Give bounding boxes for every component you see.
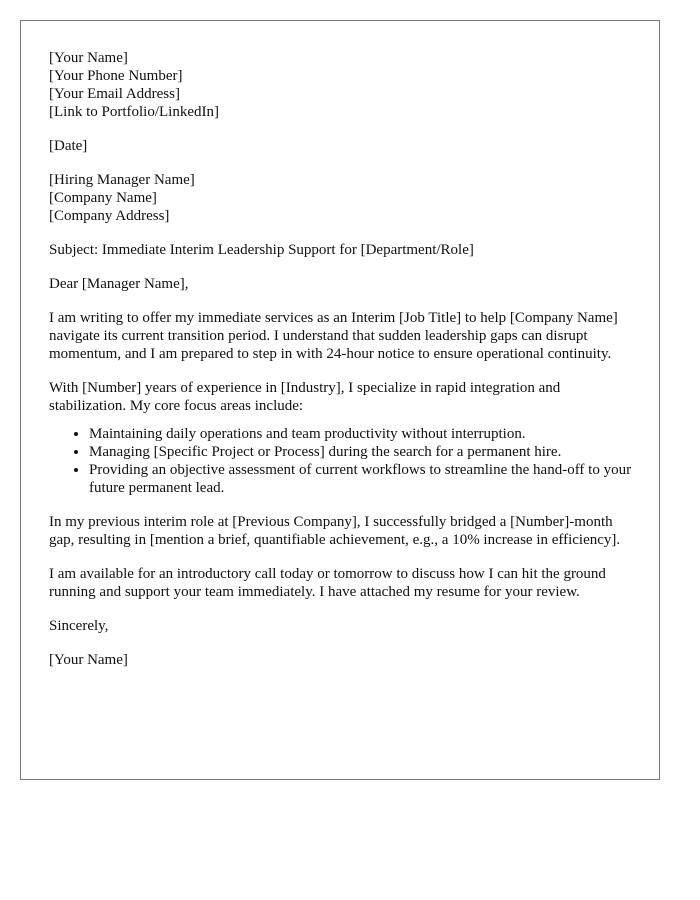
sender-email: [Your Email Address]	[49, 86, 180, 102]
paragraph-experience: With [Number] years of experience in [Industry], I specialize in rapid integration and stabilization. My core focus areas include:	[49, 380, 561, 414]
focus-areas-list	[49, 425, 637, 497]
letter-page	[20, 20, 660, 780]
sender-portfolio: [Link to Portfolio/LinkedIn]	[49, 104, 219, 120]
signature: [Your Name]	[49, 652, 128, 668]
paragraph-previous-role: In my previous interim role at [Previous Company], I successfully bridged a [Number]-month gap, resulting in [mention a brief, quantifiable achievement, e.g., a 10% increase in efficiency].	[49, 514, 621, 548]
sender-phone: [Your Phone Number]	[49, 68, 183, 84]
letter-body	[49, 49, 637, 669]
recipient-block	[49, 171, 637, 225]
sender-name: [Your Name]	[49, 50, 128, 66]
paragraph-intro: I am writing to offer my immediate services as an Interim [Job Title] to help [Company Name] navigate its current transition period. I understand that sudden leadership gaps can disrupt momentum, and I am prepared to step in with 24-hour notice to ensure operational continuity.	[49, 310, 618, 362]
list-item: • Providing an objective assessment of current workflows to streamline the hand-off to your future permanent lead.	[89, 461, 637, 497]
date-line	[49, 137, 637, 155]
list-item: • Maintaining daily operations and team productivity without interruption.	[89, 425, 637, 443]
list-item: • Managing [Specific Project or Process] during the search for a permanent hire.	[89, 443, 637, 461]
recipient-address: [Company Address]	[49, 208, 170, 224]
recipient-company: [Company Name]	[49, 190, 157, 206]
subject-line: Subject: Immediate Interim Leadership Support for [Department/Role]	[49, 242, 474, 258]
sender-block	[49, 49, 637, 121]
salutation: Dear [Manager Name],	[49, 276, 189, 292]
letter-date: [Date]	[49, 138, 88, 154]
closing: Sincerely,	[49, 618, 109, 634]
paragraph-availability: I am available for an introductory call today or tomorrow to discuss how I can hit the ground running and support your team immediately. I have attached my resume for your review.	[49, 566, 606, 600]
recipient-manager: [Hiring Manager Name]	[49, 172, 195, 188]
